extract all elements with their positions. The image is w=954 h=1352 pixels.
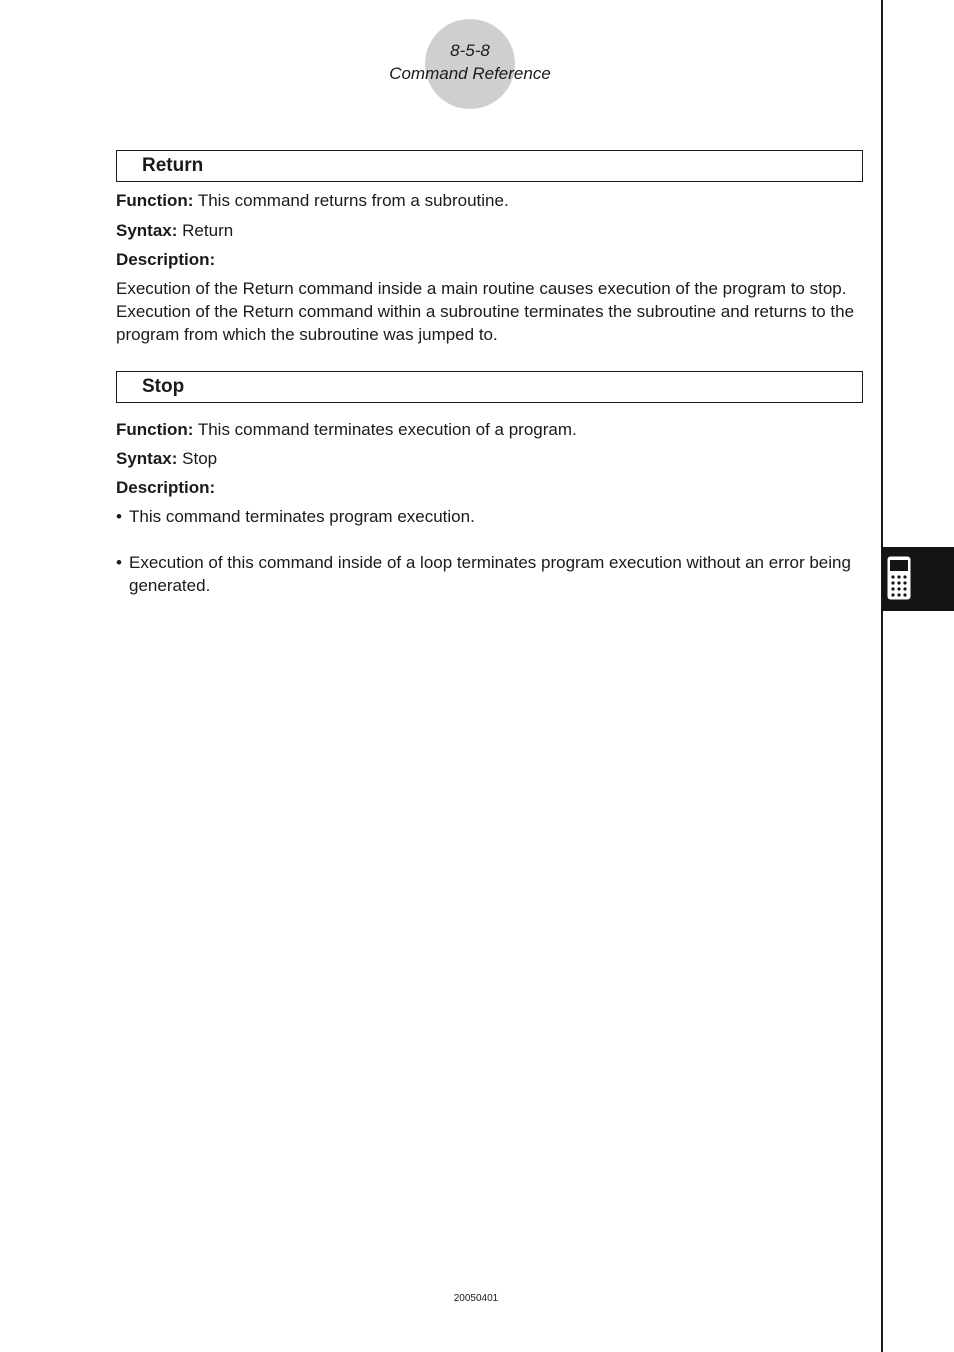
- syntax-text: Stop: [182, 449, 218, 468]
- function-text: This command returns from a subroutine.: [197, 191, 509, 210]
- syntax-text: Return: [182, 221, 234, 240]
- syntax-line: [116, 219, 863, 242]
- margin-rule: [881, 0, 883, 1352]
- command-section-stop: [116, 371, 863, 597]
- bullet-item: [116, 551, 863, 597]
- function-line: [116, 189, 863, 212]
- function-label: Function:: [116, 191, 194, 210]
- bullet-item: [116, 505, 863, 528]
- syntax-label: Syntax:: [116, 449, 178, 468]
- description-text: Execution of the Return command inside a main routine causes execution of the program to stop. Execution of the Return command within a subroutine terminates the subroutine and returns to the program from which the subroutine was jumped to.: [116, 279, 855, 344]
- chapter-tab: [882, 547, 954, 611]
- footer-code: 20050401: [453, 1293, 499, 1304]
- syntax-label: Syntax:: [116, 221, 178, 240]
- function-line: [116, 418, 863, 441]
- command-title: Return: [116, 150, 863, 182]
- bullet-text: Execution of this command inside of a loop terminates program execution without an error being generated.: [129, 553, 851, 595]
- description-label: Description:: [116, 250, 216, 269]
- command-title: Stop: [116, 371, 863, 403]
- bullet-text: This command terminates program execution.: [129, 507, 475, 526]
- bullet-marker: •: [116, 553, 122, 572]
- calculator-icon: [887, 556, 911, 600]
- function-text: This command terminates execution of a program.: [197, 420, 577, 439]
- section-name: Command Reference: [389, 64, 551, 83]
- syntax-line: [116, 447, 863, 470]
- page-number: 8-5-8: [450, 41, 490, 60]
- command-section-return: [116, 150, 863, 346]
- bullet-marker: •: [116, 507, 122, 526]
- function-label: Function:: [116, 420, 194, 439]
- description-label: Description:: [116, 478, 216, 497]
